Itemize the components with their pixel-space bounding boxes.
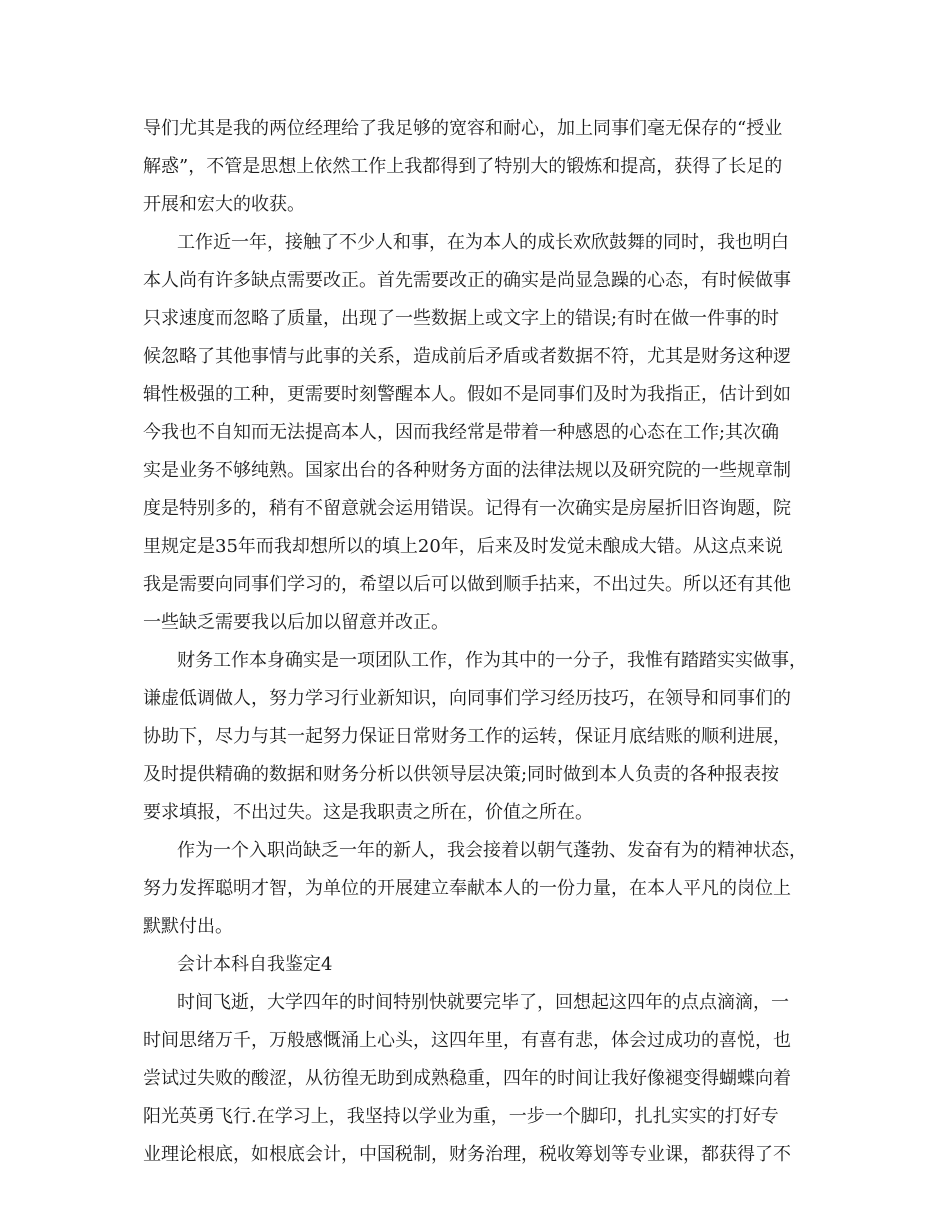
text-line: 候忽略了其他事情与此事的关系，造成前后矛盾或者数据不符，尤其是财务这种逻	[143, 346, 791, 367]
text-line: 阳光英勇飞行.在学习上，我坚持以学业为重，一步一个脚印，扎扎实实的打好专	[143, 1106, 779, 1127]
paragraph-first-line: 时间飞逝，大学四年的时间特别快就要完毕了，回想起这四年的点点滴滴，一	[177, 992, 789, 1013]
text-line: 度是特别多的，稍有不留意就会运用错误。记得有一次确实是房屋折旧咨询题，院	[143, 498, 791, 519]
text-line: 协助下，尽力与其一起努力保证日常财务工作的运转，保证月底结账的顺利进展，	[143, 726, 791, 747]
section-heading: 会计本科自我鉴定4	[177, 954, 333, 975]
text-line: 辑性极强的工种，更需要时刻警醒本人。假如不是同事们及时为我指正，估计到如	[143, 384, 791, 405]
text-line: 开展和宏大的收获。	[143, 194, 305, 215]
text-line: 实是业务不够纯熟。国家出台的各种财务方面的法律法规以及研究院的一些规章制	[143, 460, 791, 481]
text-line: 一些缺乏需要我以后加以留意并改正。	[143, 612, 449, 633]
text-line: 我是需要向同事们学习的，希望以后可以做到顺手拈来，不出过失。所以还有其他	[143, 574, 791, 595]
text-line: 谦虚低调做人，努力学习行业新知识，向同事们学习经历技巧，在领导和同事们的	[143, 688, 791, 709]
text-line: 只求速度而忽略了质量，出现了一些数据上或文字上的错误;有时在做一件事的时	[143, 308, 780, 329]
text-line: 业理论根底，如根底会计，中国税制，财务治理，税收筹划等专业课，都获得了不	[143, 1144, 791, 1165]
text-line: 默默付出。	[143, 916, 233, 937]
text-line: 及时提供精确的数据和财务分析以供领导层决策;同时做到本人负责的各种报表按	[143, 764, 780, 785]
text-line: 今我也不自知而无法提高本人，因而我经常是带着一种感恩的心态在工作;其次确	[143, 422, 780, 443]
paragraph-first-line: 财务工作本身确实是一项团队工作，作为其中的一分子，我惟有踏踏实实做事，	[177, 650, 807, 671]
text-line: 里规定是35年而我却想所以的填上20年，后来及时发觉未酿成大错。从这点来说	[143, 536, 783, 557]
text-line: 时间思绪万千，万般感慨涌上心头，这四年里，有喜有悲，体会过成功的喜悦，也	[143, 1030, 791, 1051]
paragraph-first-line: 工作近一年，接触了不少人和事，在为本人的成长欢欣鼓舞的同时，我也明白	[177, 232, 789, 253]
text-line: 要求填报，不出过失。这是我职责之所在，价值之所在。	[143, 802, 593, 823]
text-line: 本人尚有许多缺点需要改正。首先需要改正的确实是尚显急躁的心态，有时候做事	[143, 270, 791, 291]
text-line: 解惑”，不管是思想上依然工作上我都得到了特别大的锻炼和提高，获得了长足的	[143, 156, 783, 177]
paragraph-first-line: 作为一个入职尚缺乏一年的新人，我会接着以朝气蓬勃、发奋有为的精神状态，	[177, 840, 807, 861]
text-line: 尝试过失败的酸涩，从彷徨无助到成熟稳重，四年的时间让我好像褪变得蝴蝶向着	[143, 1068, 791, 1089]
text-line: 导们尤其是我的两位经理给了我足够的宽容和耐心，加上同事们毫无保存的“授业	[143, 118, 783, 139]
text-line: 努力发挥聪明才智，为单位的开展建立奉献本人的一份力量，在本人平凡的岗位上	[143, 878, 791, 899]
